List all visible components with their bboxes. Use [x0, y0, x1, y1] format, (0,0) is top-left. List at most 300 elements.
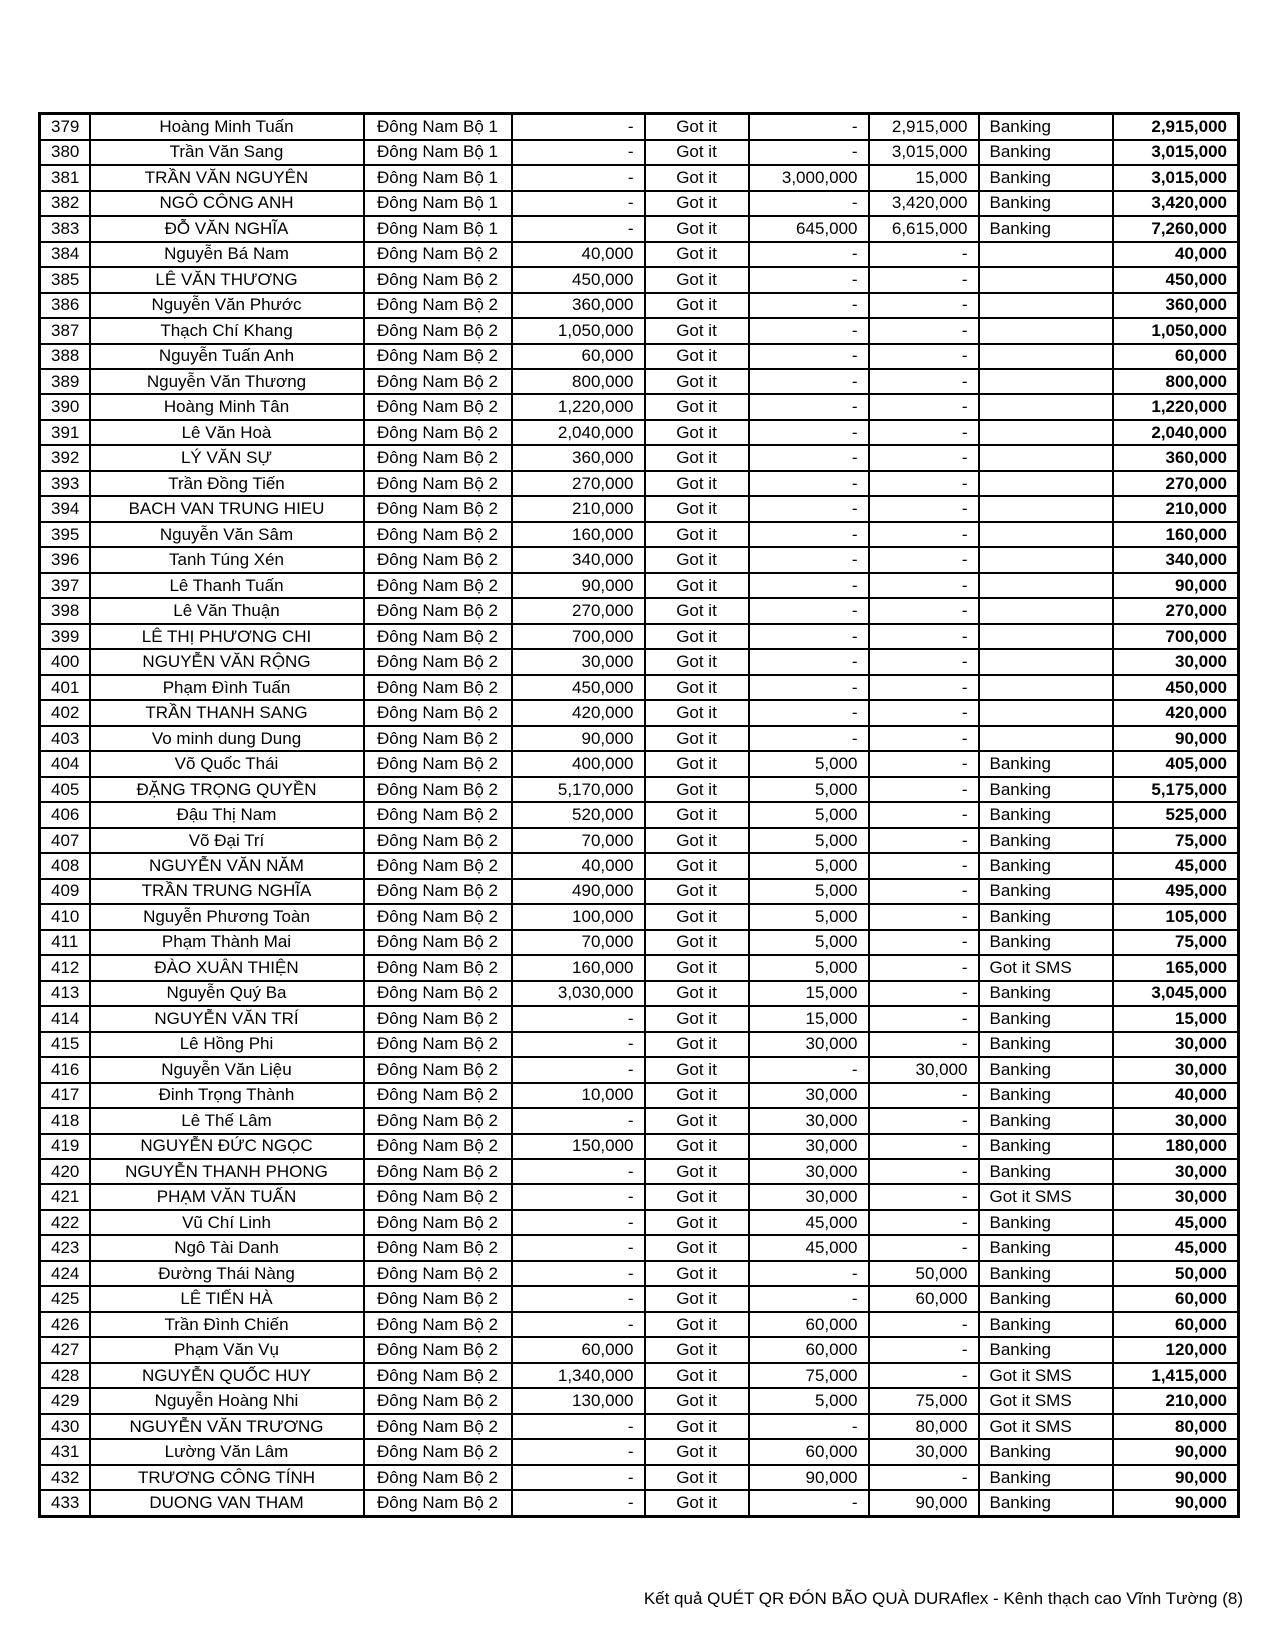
transfer-amount-cell: -: [869, 879, 979, 904]
total-amount-cell: 90,000: [1113, 1439, 1239, 1464]
table-row: [40, 242, 1239, 267]
name-cell: ĐỖ VĂN NGHĨA: [90, 216, 364, 241]
table-row: [40, 293, 1239, 318]
table-row: [40, 318, 1239, 343]
payment-method-cell: Banking: [979, 1134, 1113, 1159]
region-cell: Đông Nam Bộ 2: [364, 904, 512, 929]
scan-amount-cell: -: [512, 165, 645, 190]
bonus-amount-cell: -: [749, 624, 869, 649]
row-number-cell: 430: [40, 1414, 90, 1439]
row-number-cell: 422: [40, 1210, 90, 1235]
status-cell: Got it: [645, 1490, 749, 1516]
bonus-amount-cell: -: [749, 700, 869, 725]
scan-amount-cell: 1,220,000: [512, 394, 645, 419]
region-cell: Đông Nam Bộ 2: [364, 1439, 512, 1464]
row-number-cell: 433: [40, 1490, 90, 1516]
scan-amount-cell: 360,000: [512, 445, 645, 470]
name-cell: Đinh Trọng Thành: [90, 1083, 364, 1108]
transfer-amount-cell: -: [869, 522, 979, 547]
bonus-amount-cell: -: [749, 140, 869, 165]
status-cell: Got it: [645, 1006, 749, 1031]
name-cell: DUONG VAN THAM: [90, 1490, 364, 1516]
row-number-cell: 426: [40, 1312, 90, 1337]
status-cell: Got it: [645, 1184, 749, 1209]
table-row: [40, 1184, 1239, 1209]
table-row: [40, 981, 1239, 1006]
status-cell: Got it: [645, 344, 749, 369]
name-cell: TRẦN VĂN NGUYÊN: [90, 165, 364, 190]
row-number-cell: 425: [40, 1286, 90, 1311]
region-cell: Đông Nam Bộ 2: [364, 1108, 512, 1133]
transfer-amount-cell: -: [869, 751, 979, 776]
bonus-amount-cell: -: [749, 1057, 869, 1082]
table-row: [40, 1388, 1239, 1413]
payment-method-cell: Banking: [979, 1159, 1113, 1184]
scan-amount-cell: 5,170,000: [512, 777, 645, 802]
transfer-amount-cell: -: [869, 981, 979, 1006]
table-row: [40, 700, 1239, 725]
bonus-amount-cell: 5,000: [749, 955, 869, 980]
scan-amount-cell: -: [512, 216, 645, 241]
transfer-amount-cell: -: [869, 624, 979, 649]
scan-amount-cell: 160,000: [512, 522, 645, 547]
table-row: [40, 216, 1239, 241]
transfer-amount-cell: -: [869, 1006, 979, 1031]
transfer-amount-cell: 15,000: [869, 165, 979, 190]
status-cell: Got it: [645, 1312, 749, 1337]
total-amount-cell: 40,000: [1113, 1083, 1239, 1108]
status-cell: Got it: [645, 293, 749, 318]
status-cell: Got it: [645, 1286, 749, 1311]
row-number-cell: 404: [40, 751, 90, 776]
total-amount-cell: 120,000: [1113, 1337, 1239, 1362]
status-cell: Got it: [645, 853, 749, 878]
table-row: [40, 1134, 1239, 1159]
total-amount-cell: 1,050,000: [1113, 318, 1239, 343]
row-number-cell: 411: [40, 930, 90, 955]
transfer-amount-cell: -: [869, 573, 979, 598]
status-cell: Got it: [645, 1439, 749, 1464]
scan-amount-cell: 270,000: [512, 471, 645, 496]
scan-amount-cell: -: [512, 140, 645, 165]
row-number-cell: 415: [40, 1032, 90, 1057]
status-cell: Got it: [645, 267, 749, 292]
status-cell: Got it: [645, 1159, 749, 1184]
transfer-amount-cell: -: [869, 267, 979, 292]
scan-amount-cell: 90,000: [512, 726, 645, 751]
total-amount-cell: 340,000: [1113, 547, 1239, 572]
transfer-amount-cell: -: [869, 598, 979, 623]
status-cell: Got it: [645, 547, 749, 572]
payment-method-cell: [979, 420, 1113, 445]
bonus-amount-cell: 5,000: [749, 904, 869, 929]
table-row: [40, 649, 1239, 674]
table-row: [40, 1414, 1239, 1439]
table-row: [40, 955, 1239, 980]
region-cell: Đông Nam Bộ 2: [364, 981, 512, 1006]
status-cell: Got it: [645, 369, 749, 394]
name-cell: Hoàng Minh Tân: [90, 394, 364, 419]
region-cell: Đông Nam Bộ 2: [364, 471, 512, 496]
region-cell: Đông Nam Bộ 2: [364, 1465, 512, 1490]
status-cell: Got it: [645, 1083, 749, 1108]
row-number-cell: 391: [40, 420, 90, 445]
name-cell: Phạm Thành Mai: [90, 930, 364, 955]
transfer-amount-cell: -: [869, 1083, 979, 1108]
name-cell: TRƯƠNG CÔNG TÍNH: [90, 1465, 364, 1490]
payment-method-cell: Banking: [979, 1337, 1113, 1362]
scan-amount-cell: 1,050,000: [512, 318, 645, 343]
payment-method-cell: Banking: [979, 1057, 1113, 1082]
scan-amount-cell: 450,000: [512, 267, 645, 292]
region-cell: Đông Nam Bộ 2: [364, 1490, 512, 1516]
status-cell: Got it: [645, 420, 749, 445]
region-cell: Đông Nam Bộ 2: [364, 675, 512, 700]
region-cell: Đông Nam Bộ 2: [364, 930, 512, 955]
region-cell: Đông Nam Bộ 2: [364, 955, 512, 980]
region-cell: Đông Nam Bộ 2: [364, 649, 512, 674]
bonus-amount-cell: -: [749, 394, 869, 419]
row-number-cell: 429: [40, 1388, 90, 1413]
status-cell: Got it: [645, 955, 749, 980]
status-cell: Got it: [645, 726, 749, 751]
bonus-amount-cell: 90,000: [749, 1465, 869, 1490]
region-cell: Đông Nam Bộ 2: [364, 522, 512, 547]
row-number-cell: 406: [40, 802, 90, 827]
total-amount-cell: 1,220,000: [1113, 394, 1239, 419]
status-cell: Got it: [645, 394, 749, 419]
total-amount-cell: 165,000: [1113, 955, 1239, 980]
total-amount-cell: 30,000: [1113, 1057, 1239, 1082]
name-cell: Nguyễn Văn Thương: [90, 369, 364, 394]
bonus-amount-cell: 30,000: [749, 1083, 869, 1108]
region-cell: Đông Nam Bộ 1: [364, 216, 512, 241]
bonus-amount-cell: -: [749, 1261, 869, 1286]
table-row: [40, 598, 1239, 623]
region-cell: Đông Nam Bộ 2: [364, 1414, 512, 1439]
bonus-amount-cell: -: [749, 547, 869, 572]
payment-method-cell: Banking: [979, 930, 1113, 955]
total-amount-cell: 3,420,000: [1113, 191, 1239, 216]
name-cell: Nguyễn Phương Toàn: [90, 904, 364, 929]
total-amount-cell: 360,000: [1113, 293, 1239, 318]
region-cell: Đông Nam Bộ 2: [364, 267, 512, 292]
bonus-amount-cell: 60,000: [749, 1439, 869, 1464]
transfer-amount-cell: 3,015,000: [869, 140, 979, 165]
name-cell: LÊ VĂN THƯƠNG: [90, 267, 364, 292]
total-amount-cell: 90,000: [1113, 573, 1239, 598]
status-cell: Got it: [645, 777, 749, 802]
transfer-amount-cell: 3,420,000: [869, 191, 979, 216]
scan-amount-cell: -: [512, 1261, 645, 1286]
total-amount-cell: 90,000: [1113, 1465, 1239, 1490]
scan-amount-cell: 270,000: [512, 598, 645, 623]
payment-method-cell: Got it SMS: [979, 1414, 1113, 1439]
payment-method-cell: Banking: [979, 777, 1113, 802]
status-cell: Got it: [645, 471, 749, 496]
row-number-cell: 381: [40, 165, 90, 190]
table-row: [40, 344, 1239, 369]
payment-method-cell: [979, 267, 1113, 292]
transfer-amount-cell: 75,000: [869, 1388, 979, 1413]
table-row: [40, 624, 1239, 649]
transfer-amount-cell: -: [869, 777, 979, 802]
region-cell: Đông Nam Bộ 2: [364, 445, 512, 470]
name-cell: ĐẶNG TRỌNG QUYỀN: [90, 777, 364, 802]
region-cell: Đông Nam Bộ 2: [364, 293, 512, 318]
scan-amount-cell: -: [512, 1312, 645, 1337]
scan-amount-cell: 3,030,000: [512, 981, 645, 1006]
status-cell: Got it: [645, 573, 749, 598]
table-row: [40, 165, 1239, 190]
bonus-amount-cell: -: [749, 522, 869, 547]
name-cell: NGUYỄN QUỐC HUY: [90, 1363, 364, 1388]
status-cell: Got it: [645, 445, 749, 470]
total-amount-cell: 30,000: [1113, 1032, 1239, 1057]
status-cell: Got it: [645, 140, 749, 165]
total-amount-cell: 5,175,000: [1113, 777, 1239, 802]
transfer-amount-cell: -: [869, 293, 979, 318]
status-cell: Got it: [645, 598, 749, 623]
status-cell: Got it: [645, 1337, 749, 1362]
row-number-cell: 421: [40, 1184, 90, 1209]
row-number-cell: 414: [40, 1006, 90, 1031]
status-cell: Got it: [645, 1414, 749, 1439]
payment-method-cell: [979, 242, 1113, 267]
table-row: [40, 1210, 1239, 1235]
scan-amount-cell: -: [512, 1235, 645, 1260]
payment-method-cell: Banking: [979, 1439, 1113, 1464]
name-cell: Võ Quốc Thái: [90, 751, 364, 776]
transfer-amount-cell: -: [869, 1108, 979, 1133]
region-cell: Đông Nam Bộ 2: [364, 573, 512, 598]
payment-method-cell: Banking: [979, 1235, 1113, 1260]
status-cell: Got it: [645, 165, 749, 190]
scan-amount-cell: 60,000: [512, 1337, 645, 1362]
bonus-amount-cell: -: [749, 1286, 869, 1311]
scan-amount-cell: -: [512, 1108, 645, 1133]
bonus-amount-cell: -: [749, 344, 869, 369]
scan-amount-cell: 40,000: [512, 242, 645, 267]
bonus-amount-cell: -: [749, 1490, 869, 1516]
row-number-cell: 427: [40, 1337, 90, 1362]
row-number-cell: 418: [40, 1108, 90, 1133]
table-row: [40, 879, 1239, 904]
scan-amount-cell: 40,000: [512, 853, 645, 878]
row-number-cell: 413: [40, 981, 90, 1006]
status-cell: Got it: [645, 1235, 749, 1260]
status-cell: Got it: [645, 191, 749, 216]
bonus-amount-cell: -: [749, 1414, 869, 1439]
transfer-amount-cell: 50,000: [869, 1261, 979, 1286]
transfer-amount-cell: -: [869, 802, 979, 827]
transfer-amount-cell: -: [869, 1363, 979, 1388]
region-cell: Đông Nam Bộ 2: [364, 726, 512, 751]
bonus-amount-cell: 3,000,000: [749, 165, 869, 190]
total-amount-cell: 360,000: [1113, 445, 1239, 470]
status-cell: Got it: [645, 802, 749, 827]
scan-amount-cell: 360,000: [512, 293, 645, 318]
bonus-amount-cell: -: [749, 573, 869, 598]
region-cell: Đông Nam Bộ 2: [364, 1032, 512, 1057]
transfer-amount-cell: -: [869, 394, 979, 419]
bonus-amount-cell: 5,000: [749, 828, 869, 853]
table-row: [40, 267, 1239, 292]
bonus-amount-cell: 5,000: [749, 853, 869, 878]
scan-amount-cell: 2,040,000: [512, 420, 645, 445]
transfer-amount-cell: -: [869, 1134, 979, 1159]
name-cell: Lê Văn Thuận: [90, 598, 364, 623]
status-cell: Got it: [645, 751, 749, 776]
region-cell: Đông Nam Bộ 2: [364, 624, 512, 649]
payment-method-cell: [979, 344, 1113, 369]
row-number-cell: 398: [40, 598, 90, 623]
transfer-amount-cell: -: [869, 1184, 979, 1209]
payment-method-cell: Got it SMS: [979, 955, 1113, 980]
total-amount-cell: 60,000: [1113, 1312, 1239, 1337]
bonus-amount-cell: 45,000: [749, 1235, 869, 1260]
payment-method-cell: Banking: [979, 1490, 1113, 1516]
region-cell: Đông Nam Bộ 2: [364, 1388, 512, 1413]
scan-amount-cell: -: [512, 114, 645, 140]
region-cell: Đông Nam Bộ 2: [364, 802, 512, 827]
transfer-amount-cell: -: [869, 649, 979, 674]
scan-amount-cell: -: [512, 1439, 645, 1464]
bonus-amount-cell: -: [749, 420, 869, 445]
bonus-amount-cell: 5,000: [749, 751, 869, 776]
payment-method-cell: Banking: [979, 1108, 1113, 1133]
status-cell: Got it: [645, 1057, 749, 1082]
total-amount-cell: 2,040,000: [1113, 420, 1239, 445]
region-cell: Đông Nam Bộ 2: [364, 1337, 512, 1362]
name-cell: BACH VAN TRUNG HIEU: [90, 496, 364, 521]
name-cell: Phạm Đình Tuấn: [90, 675, 364, 700]
scan-amount-cell: 420,000: [512, 700, 645, 725]
table-row: [40, 904, 1239, 929]
status-cell: Got it: [645, 1108, 749, 1133]
row-number-cell: 380: [40, 140, 90, 165]
row-number-cell: 384: [40, 242, 90, 267]
row-number-cell: 395: [40, 522, 90, 547]
transfer-amount-cell: -: [869, 1210, 979, 1235]
table-row: [40, 1286, 1239, 1311]
scan-amount-cell: -: [512, 1465, 645, 1490]
row-number-cell: 431: [40, 1439, 90, 1464]
row-number-cell: 379: [40, 114, 90, 140]
status-cell: Got it: [645, 828, 749, 853]
row-number-cell: 383: [40, 216, 90, 241]
total-amount-cell: 495,000: [1113, 879, 1239, 904]
table-row: [40, 420, 1239, 445]
name-cell: Nguyễn Hoàng Nhi: [90, 1388, 364, 1413]
payment-method-cell: [979, 522, 1113, 547]
transfer-amount-cell: -: [869, 1337, 979, 1362]
payment-method-cell: Banking: [979, 114, 1113, 140]
payment-method-cell: [979, 624, 1113, 649]
table-row: [40, 1490, 1239, 1516]
scan-amount-cell: -: [512, 1184, 645, 1209]
region-cell: Đông Nam Bộ 2: [364, 318, 512, 343]
payment-method-cell: Banking: [979, 1210, 1113, 1235]
row-number-cell: 390: [40, 394, 90, 419]
status-cell: Got it: [645, 216, 749, 241]
table-row: [40, 1465, 1239, 1490]
status-cell: Got it: [645, 496, 749, 521]
payment-method-cell: Banking: [979, 1032, 1113, 1057]
row-number-cell: 405: [40, 777, 90, 802]
name-cell: Vo minh dung Dung: [90, 726, 364, 751]
total-amount-cell: 30,000: [1113, 1108, 1239, 1133]
table-row: [40, 547, 1239, 572]
region-cell: Đông Nam Bộ 2: [364, 1286, 512, 1311]
transfer-amount-cell: 30,000: [869, 1439, 979, 1464]
bonus-amount-cell: -: [749, 191, 869, 216]
name-cell: NGUYỄN ĐỨC NGỌC: [90, 1134, 364, 1159]
payment-method-cell: [979, 318, 1113, 343]
name-cell: Trần Văn Sang: [90, 140, 364, 165]
name-cell: Ngô Tài Danh: [90, 1235, 364, 1260]
scan-amount-cell: -: [512, 1006, 645, 1031]
table-row: [40, 496, 1239, 521]
total-amount-cell: 180,000: [1113, 1134, 1239, 1159]
status-cell: Got it: [645, 318, 749, 343]
bonus-amount-cell: 5,000: [749, 777, 869, 802]
row-number-cell: 420: [40, 1159, 90, 1184]
name-cell: Trần Đồng Tiến: [90, 471, 364, 496]
payment-method-cell: [979, 369, 1113, 394]
name-cell: Nguyễn Quý Ba: [90, 981, 364, 1006]
region-cell: Đông Nam Bộ 1: [364, 140, 512, 165]
bonus-amount-cell: -: [749, 318, 869, 343]
total-amount-cell: 80,000: [1113, 1414, 1239, 1439]
bonus-amount-cell: 5,000: [749, 930, 869, 955]
scan-amount-cell: 700,000: [512, 624, 645, 649]
status-cell: Got it: [645, 624, 749, 649]
row-number-cell: 397: [40, 573, 90, 598]
table-row: [40, 1235, 1239, 1260]
row-number-cell: 382: [40, 191, 90, 216]
region-cell: Đông Nam Bộ 2: [364, 344, 512, 369]
row-number-cell: 423: [40, 1235, 90, 1260]
name-cell: Lê Văn Hoà: [90, 420, 364, 445]
status-cell: Got it: [645, 904, 749, 929]
name-cell: Nguyễn Tuấn Anh: [90, 344, 364, 369]
bonus-amount-cell: 60,000: [749, 1337, 869, 1362]
transfer-amount-cell: -: [869, 369, 979, 394]
row-number-cell: 394: [40, 496, 90, 521]
table-row: [40, 114, 1239, 140]
region-cell: Đông Nam Bộ 2: [364, 598, 512, 623]
scan-amount-cell: 130,000: [512, 1388, 645, 1413]
name-cell: LÊ THỊ PHƯƠNG CHI: [90, 624, 364, 649]
total-amount-cell: 160,000: [1113, 522, 1239, 547]
total-amount-cell: 270,000: [1113, 471, 1239, 496]
scan-amount-cell: 520,000: [512, 802, 645, 827]
name-cell: Lường Văn Lâm: [90, 1439, 364, 1464]
transfer-amount-cell: 80,000: [869, 1414, 979, 1439]
table-row: [40, 394, 1239, 419]
status-cell: Got it: [645, 649, 749, 674]
status-cell: Got it: [645, 1465, 749, 1490]
row-number-cell: 389: [40, 369, 90, 394]
row-number-cell: 408: [40, 853, 90, 878]
total-amount-cell: 800,000: [1113, 369, 1239, 394]
payment-method-cell: Banking: [979, 140, 1113, 165]
payment-method-cell: Banking: [979, 1261, 1113, 1286]
table-row: [40, 675, 1239, 700]
region-cell: Đông Nam Bộ 1: [364, 165, 512, 190]
total-amount-cell: 60,000: [1113, 344, 1239, 369]
